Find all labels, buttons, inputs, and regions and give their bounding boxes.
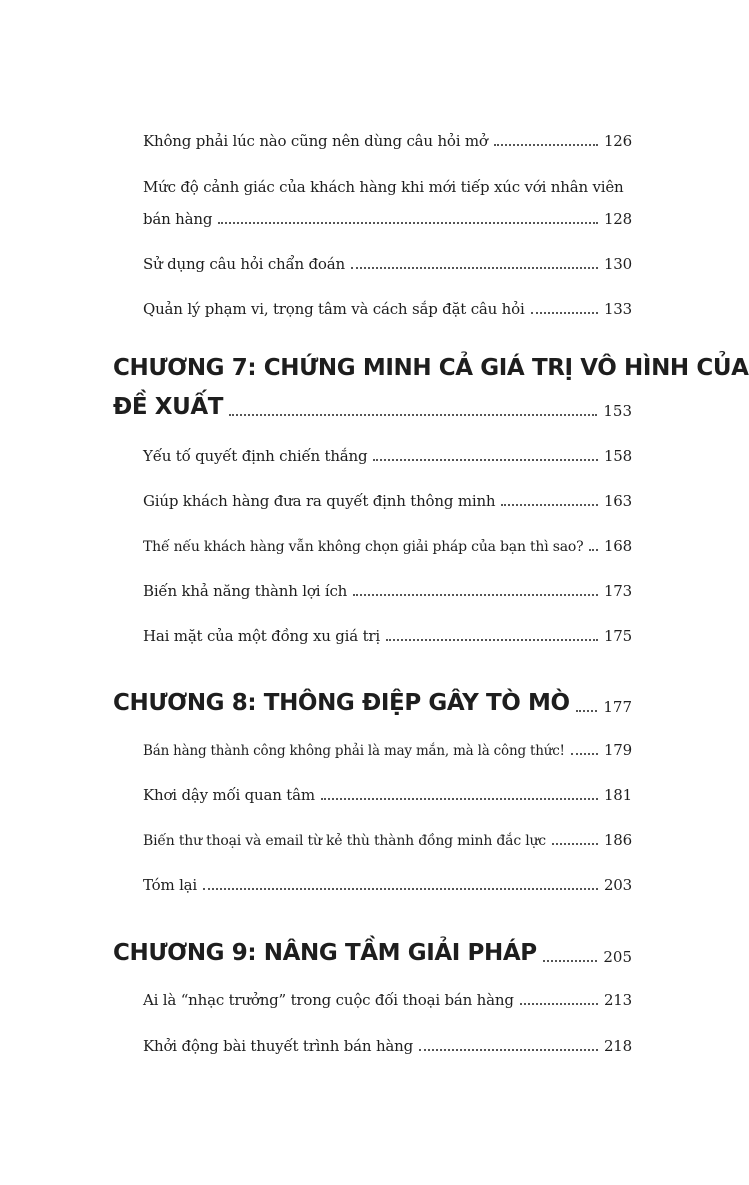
toc-page-number: 179 [603, 741, 632, 759]
toc-entry[interactable] [143, 492, 632, 510]
toc-entry-title: Bán hàng thành công không phải là may mắn, mà là công thức! [143, 743, 565, 759]
toc-entry-title: Khơi dậy mối quan tâm [143, 786, 315, 804]
toc-entry-title: Giúp khách hàng đưa ra quyết định thông minh [143, 492, 496, 510]
toc-entry-title: Sử dụng câu hỏi chẩn đoán [143, 255, 345, 273]
toc-page-number: 126 [603, 132, 632, 150]
toc-entry[interactable] [143, 582, 632, 600]
dot-leader [520, 1002, 598, 1005]
dot-leader [543, 959, 598, 962]
toc-page-number: 153 [603, 402, 632, 420]
dot-leader [419, 1048, 598, 1051]
chapter-title: CHƯƠNG 8: THÔNG ĐIỆP GÂY TÒ MÒ [113, 690, 570, 716]
toc-page-number: 213 [603, 991, 632, 1009]
toc-page-number: 181 [603, 786, 632, 804]
toc-entry[interactable] [143, 447, 632, 465]
dot-leader [373, 458, 598, 461]
dot-leader [589, 548, 598, 551]
toc-chapter[interactable] [113, 394, 632, 420]
toc-page-number: 218 [603, 1037, 632, 1055]
toc-page-number: 163 [603, 492, 632, 510]
toc-page-number: 203 [603, 876, 632, 894]
toc-entry[interactable] [143, 627, 632, 645]
toc-entry-title: Tóm lại [143, 876, 198, 894]
toc-chapter[interactable] [113, 940, 632, 966]
dot-leader [494, 143, 598, 146]
toc-page-number: 205 [603, 948, 632, 966]
toc-entry-title: Biến thư thoại và email từ kẻ thù thành đồng minh đắc lực [143, 833, 546, 849]
toc-entry[interactable] [143, 1037, 632, 1055]
dot-leader [571, 752, 598, 755]
chapter-title-line1: CHƯƠNG 7: CHỨNG MINH CẢ GIÁ TRỊ VÔ HÌNH CỦA [113, 355, 749, 381]
dot-leader [321, 797, 598, 800]
dot-leader [353, 593, 598, 596]
toc-entry[interactable] [143, 537, 632, 555]
toc-entry[interactable] [143, 132, 632, 150]
dot-leader [229, 413, 597, 416]
toc-entry[interactable] [143, 300, 632, 318]
dot-leader [218, 221, 598, 224]
dot-leader [576, 709, 598, 712]
dot-leader [531, 311, 598, 314]
dot-leader [351, 266, 598, 269]
toc-page-number: 133 [603, 300, 632, 318]
toc-page-number: 168 [603, 537, 632, 555]
toc-page-number: 128 [603, 210, 632, 228]
toc-entry-title: Thế nếu khách hàng vẫn không chọn giải pháp của bạn thì sao? [143, 539, 584, 555]
toc-entry[interactable] [143, 255, 632, 273]
toc-entry[interactable] [143, 991, 632, 1009]
toc-page-number: 177 [603, 698, 632, 716]
dot-leader [552, 842, 598, 845]
chapter-title: CHƯƠNG 9: NÂNG TẦM GIẢI PHÁP [113, 940, 537, 966]
toc-entry[interactable] [143, 210, 632, 228]
toc-entry-title: Quản lý phạm vi, trọng tâm và cách sắp đặt câu hỏi [143, 300, 525, 318]
toc-entry-title: Yếu tố quyết định chiến thắng [143, 447, 368, 465]
toc-entry-title-line1: Mức độ cảnh giác của khách hàng khi mới tiếp xúc với nhân viên [143, 178, 624, 196]
toc-entry-title: bán hàng [143, 210, 213, 228]
toc-chapter[interactable] [113, 690, 632, 716]
toc-entry[interactable] [143, 831, 632, 849]
toc-entry-title: Khởi động bài thuyết trình bán hàng [143, 1037, 414, 1055]
chapter-title: ĐỀ XUẤT [113, 394, 224, 420]
toc-entry-title: Biến khả năng thành lợi ích [143, 582, 348, 600]
toc-entry-title: Không phải lúc nào cũng nên dùng câu hỏi mở [143, 132, 488, 150]
toc-entry[interactable] [143, 786, 632, 804]
toc-page-number: 186 [603, 831, 632, 849]
dot-leader [501, 503, 598, 506]
toc-page-number: 130 [603, 255, 632, 273]
toc-entry[interactable] [143, 741, 632, 759]
toc-page-number: 173 [603, 582, 632, 600]
toc-page-number: 175 [603, 627, 632, 645]
toc-entry-title: Ai là “nhạc trưởng” trong cuộc đối thoại bán hàng [143, 991, 514, 1009]
toc-page-number: 158 [603, 447, 632, 465]
dot-leader [386, 638, 598, 641]
toc-entry[interactable] [143, 876, 632, 894]
dot-leader [203, 887, 598, 890]
toc-entry-title: Hai mặt của một đồng xu giá trị [143, 627, 380, 645]
